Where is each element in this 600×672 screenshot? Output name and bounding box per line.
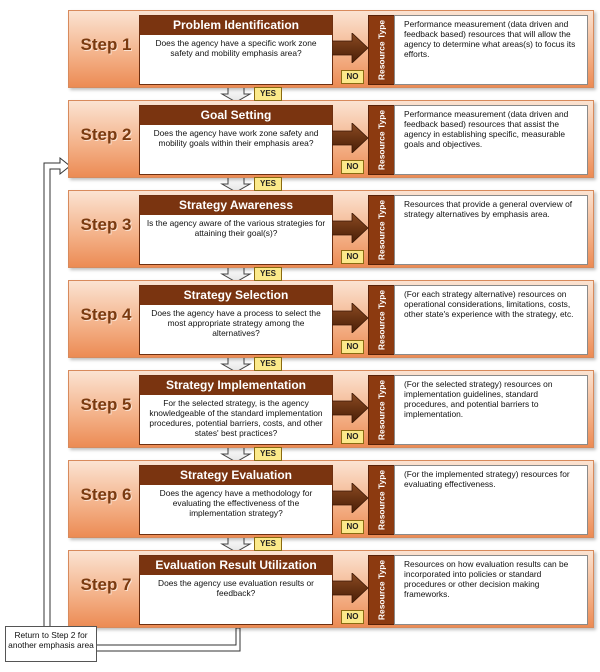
no-right-arrow-icon bbox=[332, 393, 368, 423]
resource-description-box bbox=[394, 105, 588, 175]
step-band-3 bbox=[68, 190, 594, 268]
yes-badge: YES bbox=[254, 537, 282, 551]
question-box bbox=[139, 15, 333, 85]
return-note-text: Return to Step 2 for another emphasis area bbox=[8, 630, 94, 650]
step-label: Step 7 bbox=[80, 575, 132, 594]
no-right-arrow-icon bbox=[332, 33, 368, 63]
step-question: Does the agency have a specific work zone safety and mobility emphasis area? bbox=[155, 38, 317, 58]
resource-type-label: Resource Type bbox=[376, 379, 387, 441]
resource-type-tab bbox=[368, 375, 396, 445]
resource-type-label: Resource Type bbox=[376, 199, 387, 261]
resource-type-tab bbox=[368, 285, 396, 355]
resource-description: Performance measurement (data driven and feedback based) resources that will allow the agency to determine what areas(s) to focus its efforts. bbox=[404, 19, 576, 59]
no-right-arrow-icon bbox=[332, 303, 368, 333]
yes-badge: YES bbox=[254, 447, 282, 461]
question-box bbox=[139, 465, 333, 535]
question-box bbox=[139, 555, 333, 625]
question-box bbox=[139, 285, 333, 355]
step-question: Does the agency have a process to select the most appropriate strategy among the alternatives? bbox=[151, 308, 321, 338]
step-band-4 bbox=[68, 280, 594, 358]
step-title: Strategy Selection bbox=[140, 286, 332, 305]
yes-badge: YES bbox=[254, 267, 282, 281]
yes-badge: YES bbox=[254, 177, 282, 191]
step-band-5 bbox=[68, 370, 594, 448]
resource-description-box bbox=[394, 15, 588, 85]
step-label: Step 1 bbox=[80, 35, 132, 54]
resource-description-box bbox=[394, 285, 588, 355]
no-badge: NO bbox=[341, 340, 364, 354]
question-box bbox=[139, 375, 333, 445]
step-title: Evaluation Result Utilization bbox=[140, 556, 332, 575]
step-question: Does the agency have work zone safety and mobility goals within their emphasis area? bbox=[153, 128, 319, 148]
no-badge: NO bbox=[341, 250, 364, 264]
step-band-1 bbox=[68, 10, 594, 88]
return-note bbox=[5, 626, 97, 662]
step-label: Step 2 bbox=[80, 125, 132, 144]
step-title: Problem Identification bbox=[140, 16, 332, 35]
no-right-arrow-icon bbox=[332, 213, 368, 243]
resource-type-label: Resource Type bbox=[376, 289, 387, 351]
no-right-arrow-icon bbox=[332, 483, 368, 513]
resource-type-tab bbox=[368, 465, 396, 535]
resource-description: (For the implemented strategy) resources for evaluating effectiveness. bbox=[404, 469, 570, 489]
step-label: Step 4 bbox=[80, 305, 132, 324]
no-right-arrow-icon bbox=[332, 573, 368, 603]
resource-type-label: Resource Type bbox=[376, 19, 387, 81]
step-label: Step 6 bbox=[80, 485, 132, 504]
yes-badge: YES bbox=[254, 357, 282, 371]
resource-description-box bbox=[394, 555, 588, 625]
resource-type-tab bbox=[368, 15, 396, 85]
step-band-2 bbox=[68, 100, 594, 178]
resource-type-label: Resource Type bbox=[376, 469, 387, 531]
step-band-6 bbox=[68, 460, 594, 538]
resource-description-box bbox=[394, 375, 588, 445]
step-question: Is the agency aware of the various strategies for attaining their goal(s)? bbox=[146, 218, 326, 238]
step-question: Does the agency use evaluation results or feedback? bbox=[158, 578, 314, 598]
no-badge: NO bbox=[341, 160, 364, 174]
no-badge: NO bbox=[341, 70, 364, 84]
resource-description: (For the selected strategy) resources on implementation guidelines, standard procedures, and potential barriers to implementation. bbox=[404, 379, 553, 419]
no-badge: NO bbox=[341, 610, 364, 624]
yes-badge: YES bbox=[254, 87, 282, 101]
resource-type-tab bbox=[368, 105, 396, 175]
step-title: Goal Setting bbox=[140, 106, 332, 125]
step-question: For the selected strategy, is the agency knowledgeable of the standard implementation procedures, potential barriers, costs, and other states' best practices? bbox=[149, 398, 323, 438]
no-badge: NO bbox=[341, 430, 364, 444]
resource-description: Resources on how evaluation results can be incorporated into policies or standard procedures or other decision making frameworks. bbox=[404, 559, 569, 599]
step-title: Strategy Implementation bbox=[140, 376, 332, 395]
step-title: Strategy Awareness bbox=[140, 196, 332, 215]
resource-description-box bbox=[394, 195, 588, 265]
no-badge: NO bbox=[341, 520, 364, 534]
question-box bbox=[139, 105, 333, 175]
resource-type-tab bbox=[368, 195, 396, 265]
resource-description: (For each strategy alternative) resources on operational considerations, limitations, costs, other state's experience with the strategy, etc. bbox=[404, 289, 574, 319]
question-box bbox=[139, 195, 333, 265]
step-question: Does the agency have a methodology for evaluating the effectiveness of the implementation strategy? bbox=[159, 488, 313, 518]
resource-type-label: Resource Type bbox=[376, 109, 387, 171]
resource-description: Resources that provide a general overview of strategy alternatives by emphasis area. bbox=[404, 199, 573, 219]
step-label: Step 3 bbox=[80, 215, 132, 234]
step-band-7 bbox=[68, 550, 594, 628]
resource-type-tab bbox=[368, 555, 396, 625]
resource-description-box bbox=[394, 465, 588, 535]
step-title: Strategy Evaluation bbox=[140, 466, 332, 485]
resource-description: Performance measurement (data driven and feedback based) resources that assist the agency in establishing specific, measurable goals and objectives. bbox=[404, 109, 569, 149]
resource-type-label: Resource Type bbox=[376, 559, 387, 621]
step-label: Step 5 bbox=[80, 395, 132, 414]
no-right-arrow-icon bbox=[332, 123, 368, 153]
